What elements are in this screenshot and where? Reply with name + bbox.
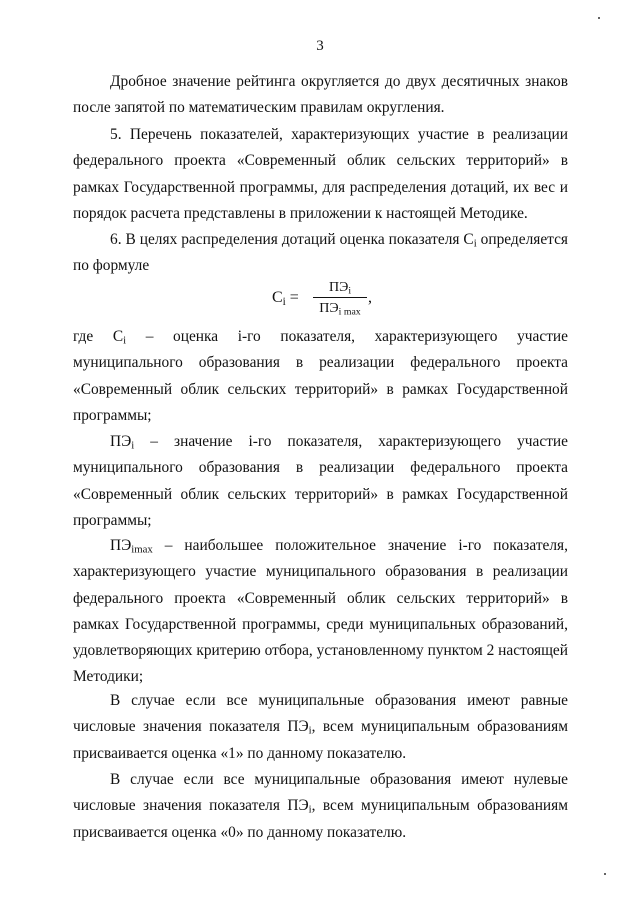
scan-speck: [598, 17, 600, 19]
subscript: i: [308, 803, 312, 816]
fraction-bar: [313, 297, 367, 298]
paragraph-zero-values: [73, 767, 568, 846]
formula-numerator-subscript: i: [348, 285, 352, 297]
paragraph-text: В случае если все муниципальные образования имеют равные числовые значения показателя ПЭ: [73, 692, 568, 736]
paragraph-text: 6. В целях распределения дотаций оценка показателя С: [110, 231, 474, 248]
subscript: i: [308, 724, 312, 737]
formula-denominator-symbol: ПЭ: [319, 301, 339, 316]
formula-lhs-symbol: С: [272, 289, 283, 306]
formula-numerator: [313, 279, 367, 296]
paragraph-text: – наибольшее положительное значение i-го показателя, характеризующего участие муниципального образования в реализации федерального проекта «Современный облик сельских территорий» в рамках Государственной программы, среди муниципальных образований, удовлетворяющих критерию отбора, установленному пунктом 2 настоящей Методики;: [73, 537, 568, 686]
formula-lhs-subscript: i: [282, 295, 286, 308]
paragraph-text: В случае если все муниципальные образования имеют нулевые числовые значения показателя ПЭ: [73, 771, 568, 815]
paragraph-text: Дробное значение рейтинга округляется до двух десятичных знаков после запятой по математическим правилам округления.: [73, 73, 568, 117]
formula: [0, 279, 640, 319]
paragraph-text: – оценка i-го показателя, характеризующего участие муниципального образования в реализации федерального проекта «Современный облик сельских территорий» в рамках Государственной программы;: [73, 328, 568, 424]
formula-equals: =: [289, 289, 299, 306]
paragraph-def-ci: [73, 324, 568, 429]
formula-lhs: [272, 289, 299, 307]
paragraph-text: ПЭ: [110, 433, 132, 450]
paragraph-equal-values: [73, 688, 568, 767]
subscript: i: [123, 334, 127, 347]
page-number: 3: [316, 38, 324, 54]
paragraph-text: ПЭ: [110, 537, 132, 554]
paragraph-text: , всем муниципальным образованиям присваивается оценка «1» по данному показателю.: [73, 718, 568, 762]
formula-denominator-subscript: i max: [338, 306, 361, 318]
paragraph-def-pei-max: [73, 533, 568, 691]
paragraph-rounding: [73, 69, 568, 122]
scan-speck: [604, 873, 606, 875]
paragraph-indicators-list: [73, 122, 568, 227]
paragraph-text: где С: [73, 328, 124, 345]
paragraph-def-pei: [73, 429, 568, 534]
paragraph-text: 5. Перечень показателей, характеризующих участие в реализации федерального проекта «Современный облик сельских территорий» в рамках Государственной программы, для распределения дотаций, их вес и порядок расчета представлены в приложении к настоящей Методике.: [73, 126, 568, 222]
paragraph-text: , всем муниципальным образованиям присваивается оценка «0» по данному показателю.: [73, 797, 568, 841]
subscript: i: [473, 237, 477, 250]
paragraph-text: – значение i-го показателя, характеризующего участие муниципального образования в реализации федерального проекта «Современный облик сельских территорий» в рамках Государственной программы;: [73, 433, 568, 529]
paragraph-text: определяется по формуле: [73, 231, 569, 275]
formula-fraction: [313, 279, 367, 317]
paragraph-formula-intro: [73, 227, 568, 280]
formula-comma: ,: [368, 289, 372, 306]
formula-denominator: [313, 300, 367, 317]
subscript: imax: [131, 543, 153, 556]
subscript: i: [131, 439, 135, 452]
formula-numerator-symbol: ПЭ: [328, 280, 349, 295]
